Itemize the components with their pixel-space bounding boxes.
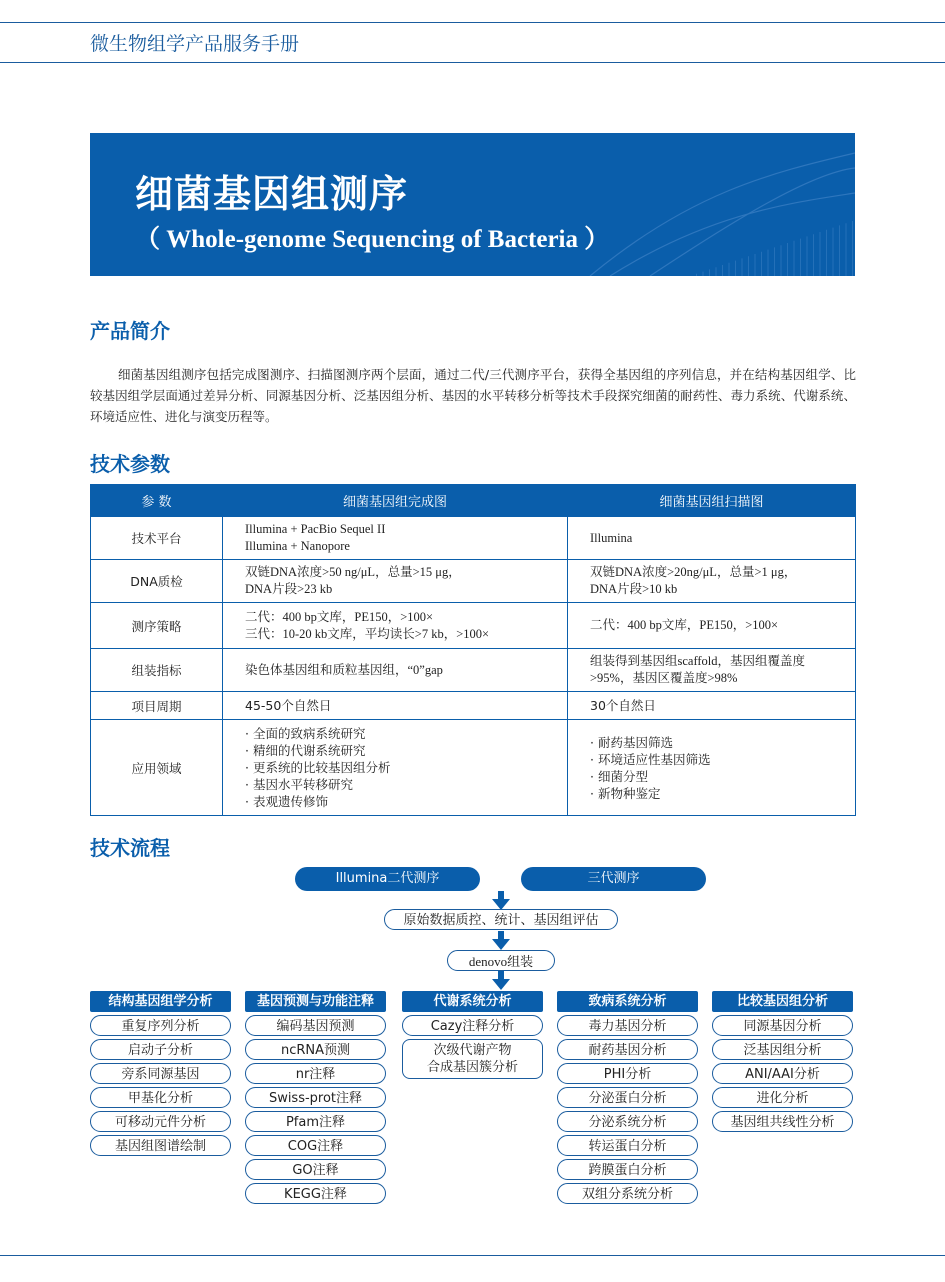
param-label: 应用领域 [91,720,223,816]
param-value-scan [568,517,856,560]
param-value-scan [568,649,856,692]
intro-paragraph: 细菌基因组测序包括完成图测序、扫描图测序两个层面，通过二代/三代测序平台，获得全基因组的序列信息，并在结构基因组学、比较基因组学层面通过差异分析、同源基因分析、泛基因组分析、基因的水平转移分析等技术手段探究细菌的耐药性、毒力系统、代谢系统、环境适应性、进化与演变历程等。 [90,367,856,424]
param-value-line: · 全面的致病系统研究 [245,726,366,741]
param-value-line: · 表观遗传修饰 [245,794,328,809]
analysis-item: 分泌蛋白分析 [557,1087,698,1108]
param-value-line: DNA片段>10 kb [590,582,678,596]
param-value-line: · 更系统的比较基因组分析 [245,760,391,775]
param-value-line: Illumina + Nanopore [245,539,350,553]
intro-heading: 产品简介 [90,319,170,343]
param-label: 项目周期 [91,692,223,720]
param-value-scan [568,603,856,649]
param-value-line: 30个自然日 [590,698,656,713]
param-value-complete [223,517,568,560]
param-label: 测序策略 [91,603,223,649]
analysis-item: 进化分析 [712,1087,853,1108]
step-qc: 原始数据质控、统计、基因组评估 [384,909,618,930]
step-denovo: denovo组装 [447,950,555,971]
param-value-line: Illumina [590,530,633,545]
analysis-item: COG注释 [245,1135,386,1156]
param-value-line: 组装得到基因组scaffold，基因组覆盖度 [590,654,806,668]
param-value-line: 双链DNA浓度>50 ng/μL，总量>15 μg， [245,565,461,579]
category-header: 致病系统分析 [557,991,698,1012]
param-value-complete [223,692,568,720]
analysis-item: Cazy注释分析 [402,1015,543,1036]
param-value-line: · 细菌分型 [590,768,648,784]
column-header-param: 参 数 [91,485,223,517]
analysis-item: Swiss-prot注释 [245,1087,386,1108]
param-value-line: Illumina + PacBio Sequel II [245,522,386,536]
analysis-item: 双组分系统分析 [557,1183,698,1204]
analysis-item: 编码基因预测 [245,1015,386,1036]
param-value-complete [223,560,568,603]
header-top-rule [0,22,945,23]
header-bottom-rule [0,62,945,63]
param-value-complete [223,720,568,816]
analysis-item: 基因组共线性分析 [712,1111,853,1132]
analysis-item: PHI分析 [557,1063,698,1084]
category-header: 代谢系统分析 [402,991,543,1012]
analysis-item: ANI/AAI分析 [712,1063,853,1084]
source-third-gen: 三代测序 [521,867,706,891]
param-value-line: >95%，基因区覆盖度>98% [590,671,738,685]
banner-subtitle: （ Whole-genome Sequencing of Bacteria ） [135,226,610,253]
analysis-item: Pfam注释 [245,1111,386,1132]
column-header-scan: 细菌基因组扫描图 [568,485,856,517]
param-label: DNA质检 [91,560,223,603]
param-value-line: · 耐药基因筛选 [590,734,673,750]
analysis-item: 转运蛋白分析 [557,1135,698,1156]
analysis-item: 同源基因分析 [712,1015,853,1036]
analysis-item: 基因组图谱绘制 [90,1135,231,1156]
param-value-line: 二代：400 bp文库，PE150，>100× [590,618,779,632]
analysis-item: 泛基因组分析 [712,1039,853,1060]
analysis-item: 甲基化分析 [90,1087,231,1108]
param-value-complete [223,649,568,692]
flow-heading: 技术流程 [90,836,170,860]
category-header: 结构基因组学分析 [90,991,231,1012]
param-value-line: 二代：400 bp文库，PE150，>100× [245,609,434,624]
param-value-line: · 精细的代谢系统研究 [245,743,366,758]
param-value-line: DNA片段>23 kb [245,582,333,596]
params-row [91,517,856,560]
category-header: 比较基因组分析 [712,991,853,1012]
banner-title: 细菌基因组测序 [135,172,409,216]
param-value-complete [223,603,568,649]
param-value-line: · 环境适应性基因筛选 [590,751,711,767]
param-value-scan [568,720,856,816]
analysis-item: nr注释 [245,1063,386,1084]
column-header-complete: 细菌基因组完成图 [223,485,568,517]
down-arrow-icon [491,931,511,951]
analysis-item: ncRNA预测 [245,1039,386,1060]
header-title: 微生物组学产品服务手册 [90,33,300,55]
footer-rule [0,1255,945,1256]
param-value-line: 双链DNA浓度>20ng/μL，总量>1 μg， [590,565,797,579]
params-row [91,692,856,720]
analysis-item: GO注释 [245,1159,386,1180]
analysis-item: 启动子分析 [90,1039,231,1060]
source-illumina: Illumina二代测序 [295,867,480,891]
param-value-line: · 新物种鉴定 [590,785,661,801]
params-row [91,603,856,649]
category-header: 基因预测与功能注释 [245,991,386,1012]
param-value-line: · 基因水平转移研究 [245,777,353,792]
analysis-item: 分泌系统分析 [557,1111,698,1132]
analysis-item: 次级代谢产物 合成基因簇分析 [402,1039,543,1079]
analysis-item: 可移动元件分析 [90,1111,231,1132]
param-value-line: 45-50个自然日 [245,698,332,713]
analysis-item: 毒力基因分析 [557,1015,698,1036]
param-label: 组装指标 [91,649,223,692]
params-row [91,720,856,816]
params-row [91,649,856,692]
title-banner [90,133,855,276]
params-header-row [91,485,856,517]
params-heading: 技术参数 [90,452,170,476]
analysis-item: 跨膜蛋白分析 [557,1159,698,1180]
param-label: 技术平台 [91,517,223,560]
param-value-line: 染色体基因组和质粒基因组，“0”gap [245,662,443,677]
param-value-scan [568,560,856,603]
analysis-item: 旁系同源基因 [90,1063,231,1084]
params-row [91,560,856,603]
down-arrow-icon [491,891,511,911]
param-value-scan [568,692,856,720]
params-table [90,484,856,816]
param-value-line: 三代：10-20 kb文库，平均读长>7 kb，>100× [245,626,490,641]
analysis-item: 重复序列分析 [90,1015,231,1036]
analysis-item: KEGG注释 [245,1183,386,1204]
down-arrow-icon [491,971,511,991]
analysis-item: 耐药基因分析 [557,1039,698,1060]
